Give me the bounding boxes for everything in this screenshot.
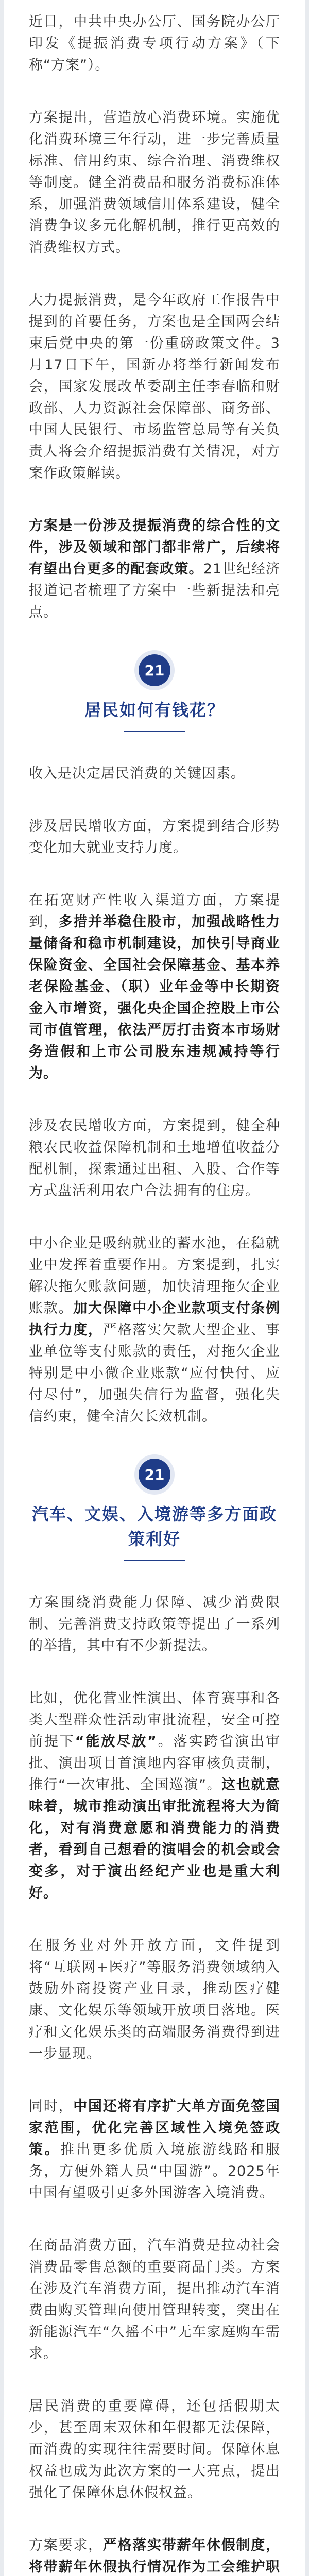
article-paragraph <box>29 290 280 484</box>
section-divider <box>124 1560 185 1561</box>
body-text: 中小企业是吸纳就业的蓄水池，在稳就业中发挥着重要作用。方案提到，扎实解决拖欠账款问题，加快清理拖欠企业账款。 <box>29 1235 280 1316</box>
body-text: 大力提振消费，是今年政府工作报告中提到的首要任务，方案也是全国两会结束后党中央的第一份重磅政策文件。3月17日下午，国新办将举行新闻发布会，国家发展改革委副主任李春临和财政部、人力资源社会保障部、商务部、中国人民银行、市场监管总局等有关负责人将会介绍提振消费有关情况，对方案作政策解读。 <box>29 292 280 481</box>
article-paragraph <box>29 515 280 623</box>
section-title: 汽车、文娱、入境游等多方面政策利好 <box>31 1504 277 1549</box>
body-text: 在拓宽财产性收入渠道方面，方案提到， <box>29 892 280 930</box>
body-text: 。落实跨省演出审批、演出项目首演地内容审核负责制，推行“一次审批、全国巡演”。 <box>29 1734 280 1793</box>
paragraph-group-income <box>29 763 280 1428</box>
article-card <box>4 0 305 2576</box>
article-paragraph <box>29 2235 280 2365</box>
article-paragraph <box>29 11 280 76</box>
emphasis-text: 严格落实带薪年休假制度，将带薪年休假执行情况作为工会维护职 <box>29 2537 280 2575</box>
article-paragraph <box>29 1688 280 1904</box>
body-text: 方案围绕消费能力保障、减少消费限制、完善消费支持政策等提出了一系列的举措，其中有不少新提法。 <box>29 1595 280 1654</box>
emphasis-text: 加大保障中小企业款项支付条例执行力度， <box>29 1300 280 1338</box>
article-content <box>29 11 280 2576</box>
body-text: 严格落实欠款大型企业、事业单位等支付账款的责任，对拖欠企业特别是中小微企业账款“应付快付、应付尽付”，加强失信行为监督，强化失信约束，健全清欠长效机制。 <box>29 1322 280 1425</box>
paragraph-group-policies <box>29 1592 280 2576</box>
body-text: 在服务业对外开放方面，文件提到将“互联网+医疗”等服务消费领域纳入鼓励外商投资产业目录，推动医疗健康、文化娱乐等领域开放项目落地。医疗和文化娱乐类的高端服务消费得到进一步显现。 <box>29 1938 280 2062</box>
emphasis-text: 中国还将有序扩大单方面免签国家范围，优化完善区域性入境免签政策。 <box>29 2098 280 2158</box>
article-paragraph <box>29 2096 280 2204</box>
article-paragraph <box>29 890 280 1084</box>
body-text: 比如，优化营业性演出、体育赛事和各类大型群众性活动审批流程，安全可控前提下 <box>29 1690 280 1750</box>
section-header-1 <box>29 654 280 732</box>
body-text: 近日，中共中央办公厅、国务院办公厅印发《提振消费专项行动方案》（下称“方案”）。 <box>29 14 280 73</box>
paragraph-group-intro <box>29 11 280 623</box>
section-number-badge: 21 <box>139 1459 170 1490</box>
body-text: 方案提出，营造放心消费环境。实施优化消费环境三年行动，进一步完善质量标准、信用约束、综合治理、消费维权等制度。健全消费品和服务消费标准体系，加强消费领域信用体系建设，健全消费争议多元化解机制，推行更高效的消费维权方式。 <box>29 110 280 256</box>
body-text: 涉及居民增收方面，方案提到结合形势变化加大就业支持力度。 <box>29 818 280 856</box>
body-text: 同时， <box>29 2098 74 2114</box>
body-text: 收入是决定居民消费的关键因素。 <box>29 766 245 782</box>
section-number-badge: 21 <box>139 654 170 686</box>
article-paragraph <box>29 1115 280 1202</box>
article-paragraph <box>29 1935 280 2065</box>
body-text: 居民消费的重要障碍，还包括假期太少，甚至周末双休和年假都无法保障，而消费的实现往往需要时间。保障休息权益也成为此次方案的一大亮点，提出强化了保障休息休假权益。 <box>29 2398 280 2501</box>
body-text: 21世纪经济报道记者梳理了方案中一些新提法和亮点。 <box>29 561 281 620</box>
body-text: 在商品消费方面，汽车消费是拉动社会消费品零售总额的重要商品门类。方案在涉及汽车消费方面，提出推动汽车消费由购买管理向使用管理转变，突出在新能源汽车“久摇不中”无车家庭购车需求。 <box>29 2238 280 2362</box>
article-paragraph <box>29 2396 280 2504</box>
article-paragraph <box>29 107 280 259</box>
article-paragraph <box>29 2535 280 2576</box>
emphasis-text: 多措并举稳住股市，加强战略性力量储备和稳市机制建设，加快引导商业保险资金、全国社会保障基金、基本养老保险基金、（职）业年金等中长期资金入市增资，强化央企国企控股上市公司市值管理，依法严厉打击资本市场财务造假和上市公司股东违规减持等行为。 <box>29 914 280 1081</box>
article-paragraph <box>29 1233 280 1428</box>
article-paragraph <box>29 1592 280 1657</box>
emphasis-text: 方案是一份涉及提振消费的综合性的文件，涉及领域和部门都非常广，后续将有望出台更多的配套政策。 <box>29 518 280 577</box>
section-title: 居民如何有钱花？ <box>84 700 225 720</box>
emphasis-text: 这也就意味着，城市推动演出审批流程将大为简化，对有消费意愿和消费能力的消费者，看到自己想看的演唱会的机会或会变多，对于演出经纪产业也是重大利好。 <box>29 1777 281 1901</box>
article-paragraph <box>29 816 280 859</box>
body-text: 推出更多优质入境旅游线路和服务，方便外籍人员“中国游”。2025年中国有望吸引更多外国游客入境消费。 <box>29 2142 281 2201</box>
section-divider <box>124 731 185 732</box>
article-paragraph <box>29 763 280 785</box>
body-text: 方案要求， <box>29 2537 103 2553</box>
body-text: 涉及农民增收方面，方案提到，健全种粮农民收益保障机制和土地增值收益分配机制，探索通过出租、入股、合作等方式盘活利用农户合法拥有的住房。 <box>29 1118 280 1199</box>
section-header-2 <box>29 1459 280 1561</box>
emphasis-text: “能放尽放” <box>75 1734 157 1750</box>
